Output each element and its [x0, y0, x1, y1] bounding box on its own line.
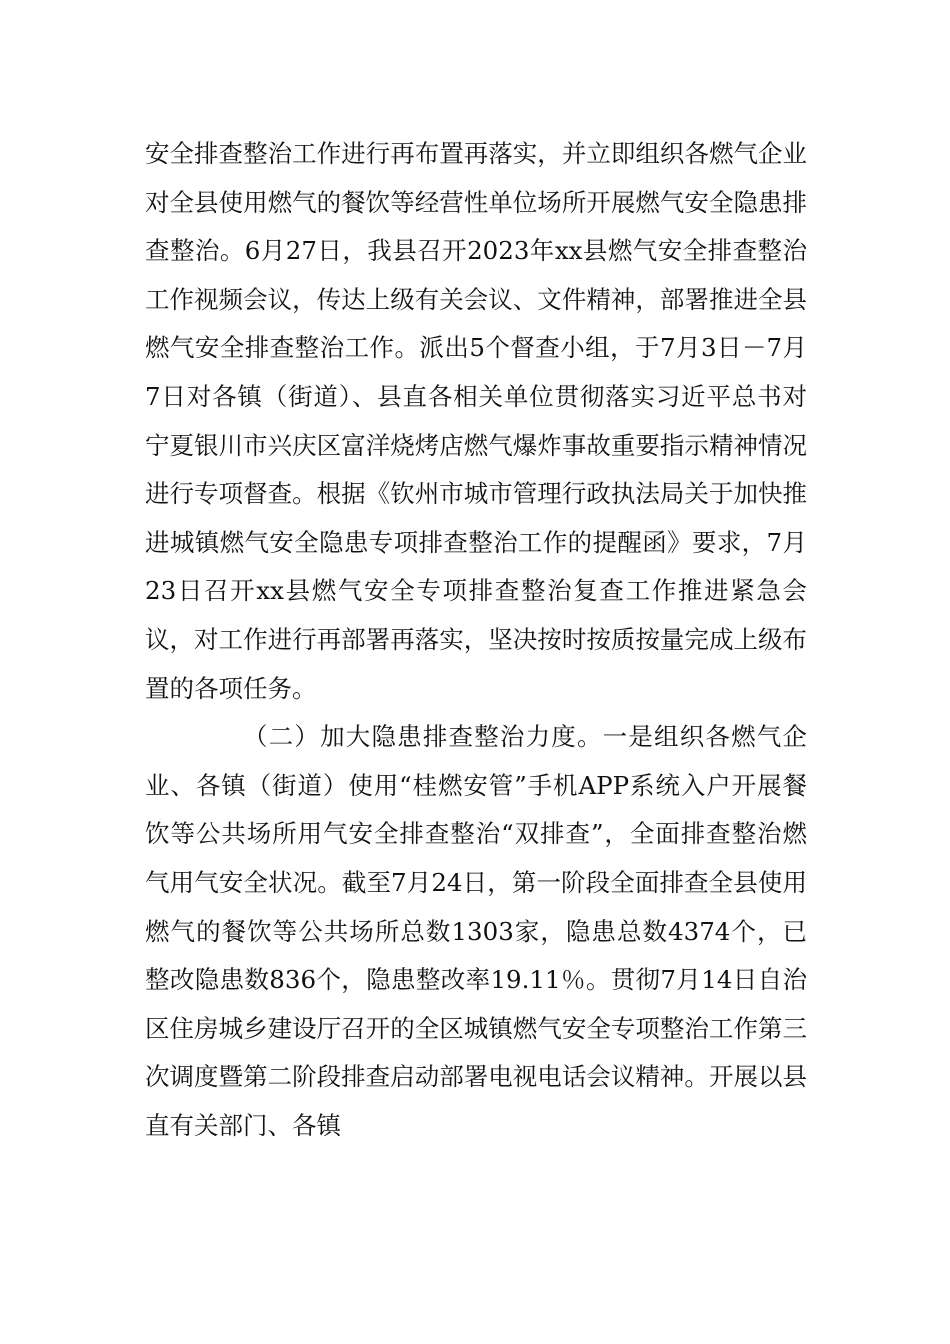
paragraph-continued: 安全排查整治工作进行再布置再落实，并立即组织各燃气企业对全县使用燃气的餐饮等经营性单位场所开展燃气安全隐患排查整治。6月27日，我县召开2023年xx县燃气安全排查整治工作视频会议，传达上级有关会议、文件精神，部署推进全县燃气安全排查整治工作。派出5个督查小组，于7月3日－7月7日对各镇（街道）、县直各相关单位贯彻落实习近平总书对宁夏银川市兴庆区富洋烧烤店燃气爆炸事故重要指示精神情况进行专项督查。根据《钦州市城市管理行政执法局关于加快推进城镇燃气安全隐患专项排查整治工作的提醒函》要求，7月23日召开xx县燃气安全专项排查整治复查工作推进紧急会议，对工作进行再部署再落实，坚决按时按质按量完成上级布置的各项任务。 [145, 139, 807, 703]
paragraph-section-2: （二）加大隐患排查整治力度。一是组织各燃气企业、各镇（街道）使用“桂燃安管”手机APP系统入户开展餐饮等公共场所用气安全排查整治“双排查”，全面排查整治燃气用气安全状况。截至7月24日，第一阶段全面排查全县使用燃气的餐饮等公共场所总数1303家，隐患总数4374个，已整改隐患数836个，隐患整改率19.11％。贯彻7月14日自治区住房城乡建设厅召开的全区城镇燃气安全专项整治工作第三次调度暨第二阶段排查启动部署电视电话会议精神。开展以县直有关部门、各镇 [145, 722, 807, 1140]
document-body [145, 130, 807, 1150]
